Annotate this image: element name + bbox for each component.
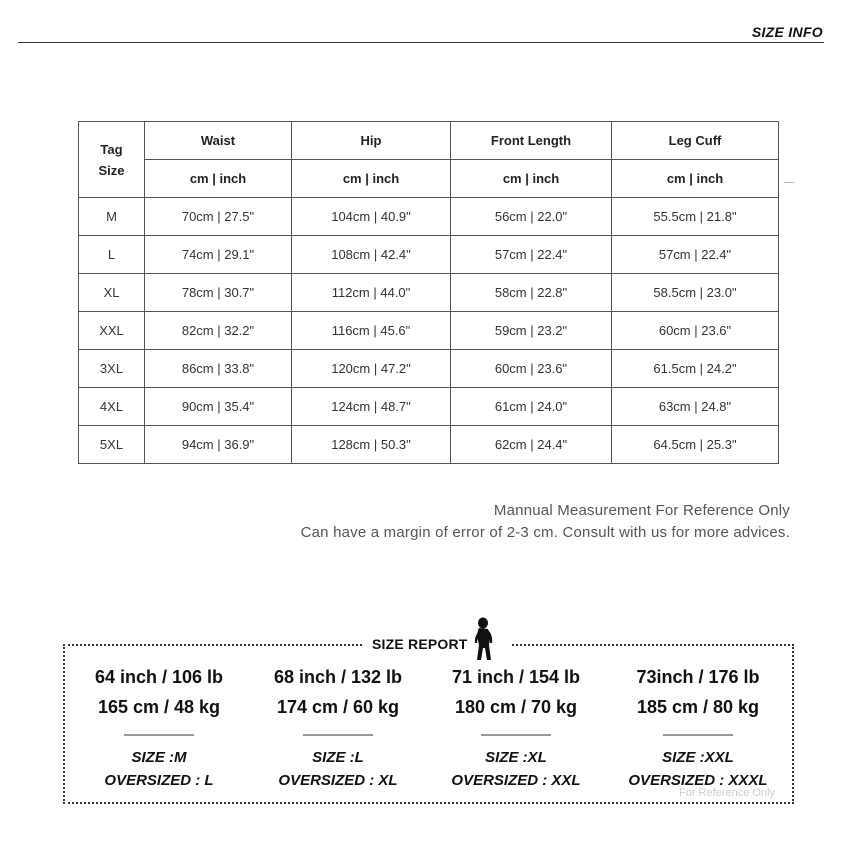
leg-cuff-cell: 57cm | 22.4" — [612, 236, 779, 274]
model-height-weight-imperial: 68 inch / 132 lb — [273, 667, 403, 687]
front-length-cell: 62cm | 24.4" — [451, 426, 612, 464]
model-oversized: OVERSIZED : XL — [278, 772, 398, 789]
size-cell: XXL — [79, 312, 145, 350]
column-header-waist: Waist — [145, 122, 292, 160]
hip-cell: 104cm | 40.9" — [292, 198, 451, 236]
model-column — [421, 662, 611, 792]
size-cell: 3XL — [79, 350, 145, 388]
reference-note: For Reference Only — [679, 787, 775, 799]
model-size: SIZE :M — [131, 749, 187, 766]
waist-cell: 94cm | 36.9" — [145, 426, 292, 464]
unit-label: cm | inch — [145, 160, 292, 198]
unit-label: cm | inch — [612, 160, 779, 198]
table-row — [79, 236, 779, 274]
table-row — [79, 274, 779, 312]
size-cell: 5XL — [79, 426, 145, 464]
size-report-heading — [362, 616, 512, 662]
front-length-cell: 56cm | 22.0" — [451, 198, 612, 236]
table-header-row — [79, 122, 779, 160]
tag-size-label: Tag Size — [98, 141, 125, 178]
hip-cell: 124cm | 48.7" — [292, 388, 451, 426]
leg-cuff-cell: 60cm | 23.6" — [612, 312, 779, 350]
unit-label: cm | inch — [451, 160, 612, 198]
model-height-weight-imperial: 64 inch / 106 lb — [94, 667, 224, 687]
model-oversized: OVERSIZED : XXXL — [628, 772, 768, 789]
leg-cuff-cell: 64.5cm | 25.3" — [612, 426, 779, 464]
tag-size-header — [79, 122, 145, 198]
unit-label: cm | inch — [292, 160, 451, 198]
waist-cell: 90cm | 35.4" — [145, 388, 292, 426]
model-height-weight-metric: 165 cm / 48 kg — [97, 697, 221, 717]
size-cell: 4XL — [79, 388, 145, 426]
hip-cell: 128cm | 50.3" — [292, 426, 451, 464]
table-row — [79, 426, 779, 464]
table-row — [79, 198, 779, 236]
waist-cell: 70cm | 27.5" — [145, 198, 292, 236]
waist-cell: 74cm | 29.1" — [145, 236, 292, 274]
hip-cell: 112cm | 44.0" — [292, 274, 451, 312]
leg-cuff-cell: 63cm | 24.8" — [612, 388, 779, 426]
hip-cell: 120cm | 47.2" — [292, 350, 451, 388]
divider — [303, 734, 373, 736]
front-length-cell: 60cm | 23.6" — [451, 350, 612, 388]
size-report-title: SIZE REPORT — [372, 636, 468, 652]
model-height-weight-metric: 185 cm / 80 kg — [636, 697, 760, 717]
model-size: SIZE :XL — [485, 749, 547, 766]
model-oversized: OVERSIZED : L — [104, 772, 214, 789]
model-size: SIZE :L — [312, 749, 364, 766]
model-height-weight-metric: 174 cm / 60 kg — [276, 697, 400, 717]
size-table — [78, 121, 779, 464]
model-size: SIZE :XXL — [662, 749, 734, 766]
model-column — [603, 662, 793, 792]
waist-cell: 82cm | 32.2" — [145, 312, 292, 350]
model-oversized: OVERSIZED : XXL — [451, 772, 581, 789]
front-length-cell: 61cm | 24.0" — [451, 388, 612, 426]
front-length-cell: 58cm | 22.8" — [451, 274, 612, 312]
leg-cuff-cell: 61.5cm | 24.2" — [612, 350, 779, 388]
size-cell: XL — [79, 274, 145, 312]
waist-cell: 86cm | 33.8" — [145, 350, 292, 388]
front-length-cell: 59cm | 23.2" — [451, 312, 612, 350]
waist-cell: 78cm | 30.7" — [145, 274, 292, 312]
model-column — [243, 662, 433, 792]
size-cell: L — [79, 236, 145, 274]
header-title: SIZE INFO — [751, 24, 823, 40]
measurement-note: Mannual Measurement For Reference Only — [493, 502, 790, 519]
table-row — [79, 350, 779, 388]
hip-cell: 116cm | 45.6" — [292, 312, 451, 350]
table-row — [79, 388, 779, 426]
model-column — [64, 662, 254, 792]
model-height-weight-metric: 180 cm / 70 kg — [454, 697, 578, 717]
column-header-front-length: Front Length — [451, 122, 612, 160]
model-height-weight-imperial: 71 inch / 154 lb — [451, 667, 581, 687]
column-header-leg-cuff: Leg Cuff — [612, 122, 779, 160]
column-header-hip: Hip — [292, 122, 451, 160]
leg-cuff-cell: 58.5cm | 23.0" — [612, 274, 779, 312]
walking-figure-icon — [472, 616, 496, 662]
leg-cuff-cell: 55.5cm | 21.8" — [612, 198, 779, 236]
divider — [481, 734, 551, 736]
margin-note: Can have a margin of error of 2-3 cm. Consult with us for more advices. — [300, 524, 790, 541]
divider — [124, 734, 194, 736]
table-unit-row — [79, 160, 779, 198]
hip-cell: 108cm | 42.4" — [292, 236, 451, 274]
size-cell: M — [79, 198, 145, 236]
divider — [784, 182, 794, 183]
divider — [663, 734, 733, 736]
table-row — [79, 312, 779, 350]
model-height-weight-imperial: 73inch / 176 lb — [636, 667, 760, 687]
front-length-cell: 57cm | 22.4" — [451, 236, 612, 274]
header-divider — [18, 42, 824, 43]
